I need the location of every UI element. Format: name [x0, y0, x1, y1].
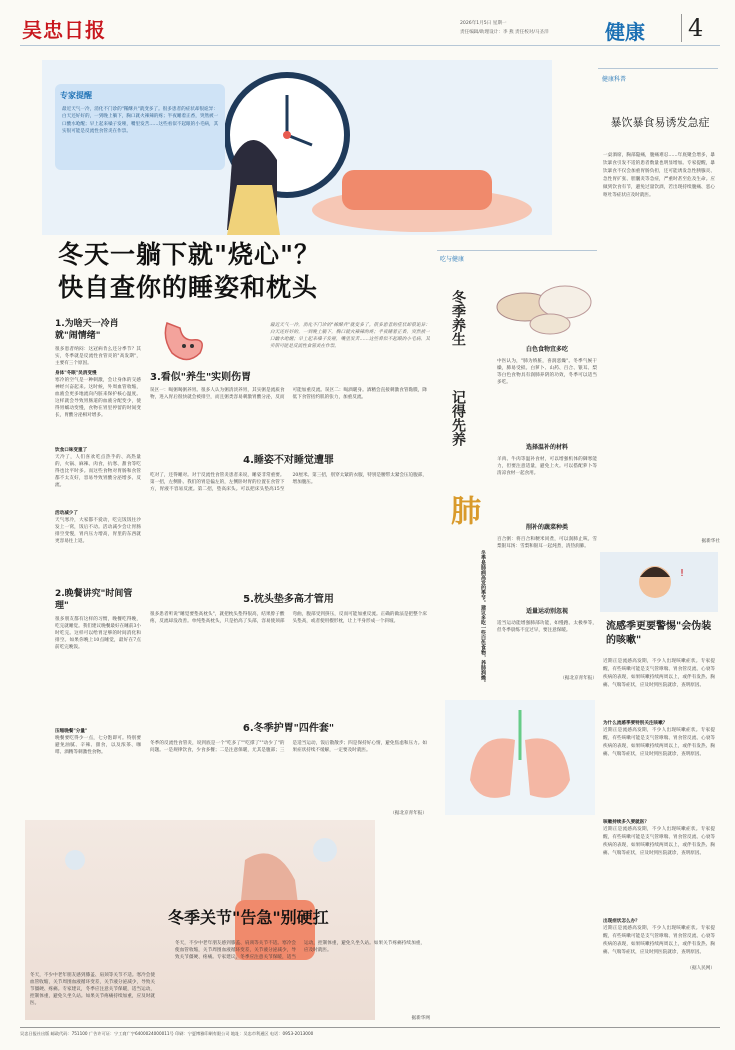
- right-article-2-body-d: 近期正是流感高发期，不少人出现咳嗽症状。专家提醒，有些咳嗽可能是支气管哮喘、胃食管反流、心衰等疾病的表现，如果咳嗽持续两周以上，或伴有发热、胸痛、气喘等症状，应及时到医院就诊，查明原因。: [603, 926, 715, 955]
- section-5-title: 5.枕头垫多高才管用: [243, 594, 334, 605]
- headline-line-1: 冬天一躺下就"烧心"？: [58, 240, 321, 269]
- section-2-body-2: 晚餐要吃得少一点，七分饱即可。特别要避免油腻、辛辣、甜食，以及浓茶、咖啡、酒精等刺激性食物。: [55, 736, 141, 755]
- section-1-sub-2: 饮食口味变重了: [55, 448, 88, 453]
- vertical-title-1: 冬季养生: [450, 290, 466, 346]
- center-column: [150, 368, 427, 817]
- center-source: （据北京青年报）: [390, 811, 427, 816]
- section-6-body: 冬季的反流性食管炎，说到底是一个"吃多了""吃撑了""动少了"的问题。一是规律饮食，少食多餐；二是注意保暖，尤其是腹部；三是适当运动，饭后散散步；四是保持好心情，避免焦虑和压力。如果症状持续不缓解，一定要及时就医。: [150, 741, 427, 753]
- section-title: 健康: [605, 20, 645, 44]
- center-quote: [270, 322, 430, 367]
- cough-illustration: [600, 552, 718, 612]
- vertical-title-3: 肺: [445, 495, 480, 525]
- promo-item-2-title: 选择温补的材料: [525, 444, 568, 451]
- right-article-2-body-c: 近期正是流感高发期，不少人出现咳嗽症状。专家提醒，有些咳嗽可能是支气管哮喘、胃食管反流、心衰等疾病的表现，如果咳嗽持续两周以上，或伴有发热、胸痛、气喘等症状，应及时到医院就诊，查明原因。: [603, 827, 715, 856]
- right-article-2-body: 近期正是流感高发期，不少人出现咳嗽症状。专家提醒，有些咳嗽可能是支气管哮喘、胃食管反流、心衰等疾病的表现，如果咳嗽持续两周以上，或伴有发热、胸痛、气喘等症状，应及时到医院就诊，查明原因。: [603, 659, 715, 688]
- right-article-2-title: 流感季更要警惕"会伪装的咳嗽": [606, 621, 712, 646]
- section-3-body: 误区一：喝粥喝粥养胃。很多人认为粥清淡养胃，其实粥是流质食物，进入胃后很快就会被排空，而且粥类容易刺激胃酸分泌，反而可能加重反流。误区二：喝酒暖身。酒精会直接刺激食管黏膜，降低下食管括约肌的张力，加重反流。: [150, 388, 427, 400]
- expert-tip-tag: 专家提醒: [60, 90, 92, 100]
- masthead-logo: 吴忠日报: [22, 18, 106, 42]
- promo-item-4-title: 适量运动别忽视: [525, 608, 568, 615]
- footer: 吴忠日报社出版 邮政代码：751100 广告许可证：宁工商广字6400024000011号 印刷：宁夏博雅印刷有限公司 地址：吴忠市利通区 电话：0953-2013000: [20, 1027, 720, 1037]
- section-2-body: 很多朋友都有这样的习惯，晚餐吃得晚，吃完就睡觉。我们建议晚餐最好在睡前3小时吃完。这样可以给胃足够的时间消化和排空。如果你晚上10点睡觉，最好在7点前吃完晚饭。: [55, 617, 141, 650]
- section-6-title: 6.冬季护胃"四件套": [242, 723, 335, 734]
- vertical-title-2: 记得先养: [450, 390, 466, 446]
- section-2-sub: 压缩晚餐"分量": [55, 729, 88, 734]
- section-1-body-3: 天冷了，人们喜欢吃点热乎的、高热量的，火锅、麻辣、肉食，抗寒、甜食等吃得也比平时多。而这些食物对胃肠和食管都不太友好，容易导致胃酸分泌增多、反流。: [55, 455, 141, 488]
- right-article-2-q1: 为什么流感季要特别关注咳嗽？: [603, 721, 668, 726]
- promo-item-3-body: 百合粥：将百合和粳米同煮，可以润肺止咳。雪梨银耳汤：雪梨和银耳一起炖煮，清热润肺。: [497, 537, 597, 549]
- section-1-sub-3: 活动减少了: [55, 511, 78, 516]
- bottom-title: 冬季关节"告急"别硬扛: [168, 908, 329, 927]
- main-headline: [58, 238, 320, 304]
- header-rule: [20, 45, 720, 46]
- promo-tag: 吃与健康: [440, 256, 465, 263]
- issue-date: 2026年1月5日 星期一: [460, 21, 507, 26]
- section-1-body-2: 寒冷的空气是一种刺激，会让身体的交感神经兴奋起来。这时候，外周血管收缩，血液会更多地流向内脏来保护核心温度。这样就会导致胃肠道的血液分配变少，使得胃蠕动变慢，食物在胃里停留的时间变长，胃酸分泌相对增多。: [55, 378, 141, 418]
- promo-items: [497, 344, 597, 682]
- right-article-2-q2: 咳嗽持续多久要就医？: [603, 820, 649, 825]
- right-article-1-source: 据新华社: [701, 539, 720, 544]
- center-quote-text: 最近天气一冷，消化不门诊的"稀酥兵"就变多了。很多患者的症状却很诡异：白天还好好的，一到晚上躺下，胸口就火辣辣的疼；半夜睡着正香，突然被一口酸水呛醒；早上起来嗓子发哑，嘴里发苦……这些看似不起眼的小毛病，其实很可能是反流性食管炎在作祟。: [270, 323, 430, 349]
- promo-item-1-title: 白色食物宜多吃: [525, 346, 568, 353]
- page-number: 4: [681, 14, 703, 42]
- bottom-body-2: 冬天，不少中老年朋友感到膝盖、肩颈等关节不适。寒冷会使血管收缩，关节周围血液循环变差，关节液分泌减少，导致关节僵硬、疼痛。专家建议，冬季应注意关节保暖，适当运动，控制体重，避免久坐久站。如果关节疼痛持续加重，应及时就医。: [175, 941, 425, 960]
- right-col-rule: [598, 68, 718, 69]
- left-column: [55, 318, 141, 795]
- section-1-title: 1.为啥天一冷肖就"闹情绪": [55, 319, 119, 341]
- vegetable-illustration: [495, 262, 595, 342]
- right-article-2: [603, 658, 715, 972]
- section-2-title: 2.晚餐讲究"时间管理": [55, 589, 133, 611]
- expert-tip-text: 最近天气一冷，消化不门诊的"稀酥兵"就变多了。很多患者的症状却很诡异：白天还好好的，一到晚上躺下，胸口就火辣辣的疼；半夜睡着正香，突然被一口酸水呛醒；早上起来嗓子发哑，嘴里发苦……这些看似不起眼的小毛病，其实很可能是反流性食管炎在作祟。: [62, 107, 219, 135]
- promo-rule: [437, 250, 597, 251]
- section-4-title: 4.睡姿不对睡觉遭罪: [243, 455, 334, 466]
- section-3-title: 3.看似"养生"实则伤胃: [150, 372, 252, 383]
- section-5-body: 很多患者听说"睡觉要垫高枕头"，就把枕头垫得很高，结果脖子酸疼，反流却没改善。单纯垫高枕头，只是抬高了头部，容易使颈部弯曲，腹部受到挤压，反而可能加重反流。正确的做法是把整个床头垫高，或者使用楔形枕，让上半身形成一个斜坡。: [150, 612, 427, 624]
- promo-item-1-body: 中医认为，"肺为娇脏，喜润恶燥"。冬季气候干燥，肺易受损。白萝卜、山药、百合、银耳、梨等白色食物具有润肺养阴的功效，冬季可以适当多吃。: [497, 359, 597, 385]
- editor-line: 责任编辑/助理设计：李 燕 责任校对/马圣洋: [460, 30, 549, 35]
- right-article-2-source: （据人民网）: [687, 966, 715, 971]
- svg-text:!: !: [680, 568, 685, 579]
- lung-illustration: [445, 700, 595, 815]
- right-article-1-title: 暴饮暴食易诱发急症: [610, 116, 710, 129]
- promo-item-2-body: 羊肉、牛肉等温补食材，可以增强机体的御寒能力，但要注意适量，避免上火。可以搭配萝卜等清凉食材一起食用。: [497, 457, 597, 476]
- section-1-intro: 很多患者纳闷：这冠病肯么还分季节？其实，冬季就是反流性食管炎的"高发期"，主要有三个原因。: [55, 347, 141, 366]
- right-article-1-body: 一桌酒席，胸部隐痛，腹痛难忍……年底聚会增多，暴饮暴食引发不适的患者数量也明显增加。专家提醒，暴饮暴食不仅会加重胃肠负担，还可能诱发急性胰腺炎、急性胃扩张、胆囊炎等急症，严重时甚至危及生命。应做到饮食有节，避免过量饮酒，若出现持续腹痛、恶心呕吐等症状应及时就医。: [603, 153, 715, 198]
- promo-item-3-title: 削补的蔬菜种类: [525, 524, 568, 531]
- right-col-tag: 健康科普: [602, 76, 627, 83]
- section-4-body: 吃对了，还得睡对。对于反流性食管炎患者来说，睡姿非常重要。第一招，左侧卧。我们的胃是偏左的，左侧卧时胃的位置在食管下方，胃液不容易反流。第二招，垫高床头。可以把床头垫高15至20厘米。第三招，别穿太紧的衣服，特别是腰带太紧会压迫腹部，增加腹压。: [150, 473, 427, 492]
- headline-line-2: 快自查你的睡姿和枕头: [58, 273, 319, 302]
- bottom-body-1: 冬天，不少中老年朋友感到膝盖、肩颈等关节不适。寒冷会使血管收缩，关节周围血液循环变差，关节液分泌减少，导致关节僵硬、疼痛。专家建议，冬季应注意关节保暖，适当运动，控制体重，避免久坐久站。如果关节疼痛持续加重，应及时就医。: [30, 973, 155, 1006]
- right-article-2-q3: 出现症状怎么办？: [603, 919, 640, 924]
- promo-vertical-text: 冬季是肺病高发的季节。建议多吃一些白色食物，养肺润燥。: [480, 550, 486, 685]
- section-1-body-4: 天气寒冷，大家都不爱动，吃完饭饭往沙发上一窝，饭后不动。活动减少会让胃肠排空变慢，胃内压力增高，胃里的东西就更容易往上返。: [55, 518, 141, 544]
- promo-source: （据北京青年报）: [560, 676, 597, 681]
- section-1-sub-1: 身体"冬眠"吴消变慢: [55, 371, 97, 376]
- bottom-source: 据新华网: [411, 1016, 430, 1021]
- promo-item-4-body: 适当运动能增强肺部功能，如慢跑、太极拳等，但冬季晨练不宜过早，要注意保暖。: [497, 621, 597, 633]
- stomach-illustration: [152, 318, 212, 366]
- right-article-2-body-b: 近期正是流感高发期，不少人出现咳嗽症状。专家提醒，有些咳嗽可能是支气管哮喘、胃食管反流、心衰等疾病的表现，如果咳嗽持续两周以上，或伴有发热、胸痛、气喘等症状，应及时到医院就诊，查明原因。: [603, 728, 715, 757]
